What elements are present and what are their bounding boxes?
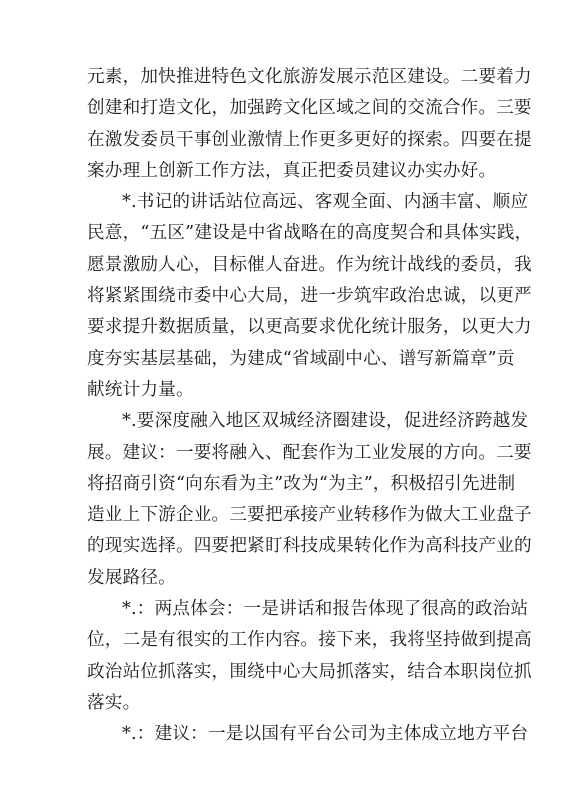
text-line: 造业上下游企业。三要把承接产业转移作为做大工业盘子 <box>87 505 532 526</box>
paragraph <box>87 187 533 406</box>
text-line: 将招商引资“向东看为主”改为“为主”，积极招引先进制 <box>87 473 516 494</box>
text-line: 要求提升数据质量，以更高要求优化统计服务，以更大力 <box>87 317 532 338</box>
text-line: 度夯实基层基础，为建成“省域副中心、谱写新篇章”贡 <box>87 348 515 369</box>
paragraph <box>87 62 532 187</box>
paragraph <box>87 594 532 719</box>
text-line: 民意，“五区”建设是中省战略在的高度契合和具体实践， <box>87 223 533 244</box>
document-body <box>87 62 533 751</box>
paragraph <box>87 406 532 594</box>
text-line: 政治站位抓落实，围绕中心大局抓落实，结合本职岗位抓 <box>87 661 532 682</box>
text-line: 案办理上创新工作方法，真正把委员建议办实办好。 <box>87 160 497 181</box>
text-line: 的现实选择。四要把紧盯科技成果转化作为高科技产业的 <box>87 536 532 557</box>
text-line: 愿景激励人心，目标催人奋进。作为统计战线的委员，我 <box>87 254 532 275</box>
text-line: 发展路径。 <box>87 567 176 588</box>
text-line: *.：建议：一是以国有平台公司为主体成立地方平台 <box>122 724 529 745</box>
text-line: 将紧紧围绕市委中心大局，进一步筑牢政治忠诚，以更严 <box>87 286 532 307</box>
text-line: 展。建议：一要将融入、配套作为工业发展的方向。二要 <box>87 442 532 463</box>
text-line: 献统计力量。 <box>87 379 194 400</box>
text-line: 在激发委员干事创业激情上作更多更好的探索。四要在提 <box>87 129 532 150</box>
text-line: 创建和打造文化，加强跨文化区域之间的交流合作。三要 <box>87 98 532 119</box>
paragraph <box>87 719 529 750</box>
text-line: *.书记的讲话站位高远、客观全面、内涵丰富、顺应 <box>122 192 529 213</box>
text-line: 落实。 <box>87 692 141 713</box>
text-line: 位，二是有很实的工作内容。接下来，我将坚持做到提高 <box>87 630 532 651</box>
text-line: *.：两点体会：一是讲话和报告体现了很高的政治站 <box>122 599 529 620</box>
text-line: *.要深度融入地区双城经济圈建设，促进经济跨越发 <box>122 411 529 432</box>
text-line: 元素，加快推进特色文化旅游发展示范区建设。二要着力 <box>87 67 532 87</box>
